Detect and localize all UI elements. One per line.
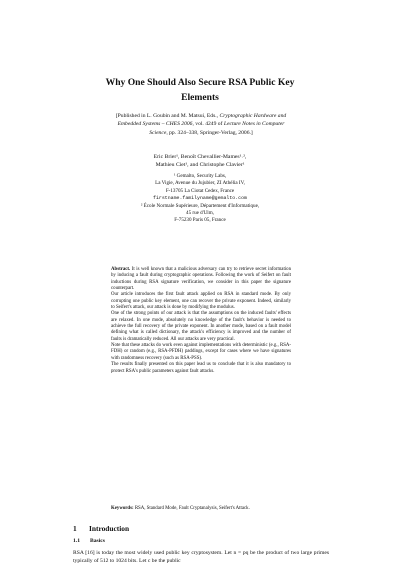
abstract-paragraph: One of the strong points of our attack is that the assumptions on the induced faults' effects are relaxed. In one mode, absolutely no knowledge of the fault's behavior is needed to achieve the full recovery of the private exponent. In another mode, based on a fault model defining what is called dictionary, the attack's efficiency is improved and the number of faults is dramatically reduced. All our attacks are very practical. [111, 311, 291, 342]
section-number: 1 [73, 524, 77, 533]
affiliation-line: F-13705 La Ciotat Cedex, France [165, 187, 235, 194]
abstract-label: Abstract. [111, 267, 131, 272]
publication-text: [Published in L. Goubin and M. Matsui, Eds., [115, 113, 219, 119]
publication-volume: , vol. 4249 of [192, 121, 223, 128]
keywords-label: Keywords: [111, 506, 134, 511]
section-heading [73, 524, 129, 533]
affiliation-line: ² École Normale Supérieure, Département d'Informatique, [140, 202, 260, 209]
abstract-text: It is well known that a malicious adversary can try to retrieve secret information by inducing a fault during cryptographic operations. Following the work of Seifert on fault inductions during RSA signature verification, we consider in this paper the signature counterpart. [111, 267, 291, 292]
abstract-paragraph: Note that these attacks do work even against implementations with deterministic (e.g., RSA-FDH) or random (e.g., RSA-PFDH) paddings, except for cases where we have signatures with randomness recovery (such as RSA-PSS). [111, 343, 291, 361]
publication-line-3 [88, 129, 314, 137]
abstract-paragraph: The results finally presented on this paper lead us to conclude that it is also mandatory to protect RSA's public parameters against fault attacks. [111, 362, 291, 374]
publication-note [88, 112, 314, 137]
publication-pages: , pp. 324–338, Springer-Verlag, 2006.] [166, 129, 253, 136]
section-title: Introduction [89, 524, 130, 533]
author-list [100, 153, 300, 169]
affiliation-line: La Vigie, Avenue du Jujubier, ZI Athélia IV, [155, 180, 245, 187]
keywords [111, 506, 291, 512]
publication-series: Lecture Notes in Computer [223, 121, 285, 128]
affiliation-line: 45 rue d'Ulm, [186, 210, 214, 217]
body-paragraph: RSA [16] is today the most widely used public key cryptosystem. Let n = pq be the product of two large primes typically of 512 to 1024 bits. Let c be the public [73, 550, 329, 565]
title-line-1: Why One Should Also Secure RSA Public Key [105, 77, 295, 88]
publication-series-2: Science [149, 129, 167, 136]
publication-venue: Cryptographic Hardware and [219, 113, 287, 119]
subsection-number: 1.1 [73, 538, 80, 544]
affiliations [100, 173, 300, 225]
affiliation-line: F-75230 Paris 05, France [174, 217, 226, 224]
publication-venue-2: Embedded Systems – CHES 2006 [117, 121, 193, 128]
paper-title [60, 75, 340, 105]
abstract-paragraph: Our article introduces the first fault attack applied on RSA in standard mode. By only corrupting one public key element, one can recover the private exponent. Indeed, similarly to Seifert's attack, our attack is done by modifying the modulus. [111, 292, 291, 311]
subsection-heading [73, 538, 105, 544]
abstract-paragraph [111, 267, 291, 292]
affiliation-line: ¹ Gemalto, Security Labs, [173, 173, 227, 179]
body-text [73, 549, 329, 566]
authors-line-2: Mathieu Ciet¹, and Christophe Clavier¹ [155, 162, 245, 168]
abstract [111, 267, 291, 375]
title-line-2: Elements [181, 92, 219, 103]
subsection-title: Basics [90, 538, 105, 544]
keywords-text: RSA, Standard Mode, Fault Cryptanalysis, Seifert's Attack. [134, 506, 250, 511]
publication-line-1 [88, 112, 314, 120]
author-email: firstname.familyname@gemalto.com [153, 196, 247, 202]
publication-line-2 [88, 120, 314, 128]
authors-line-1: Eric Brier¹, Benoît Chevallier-Mames¹˒², [153, 154, 247, 160]
